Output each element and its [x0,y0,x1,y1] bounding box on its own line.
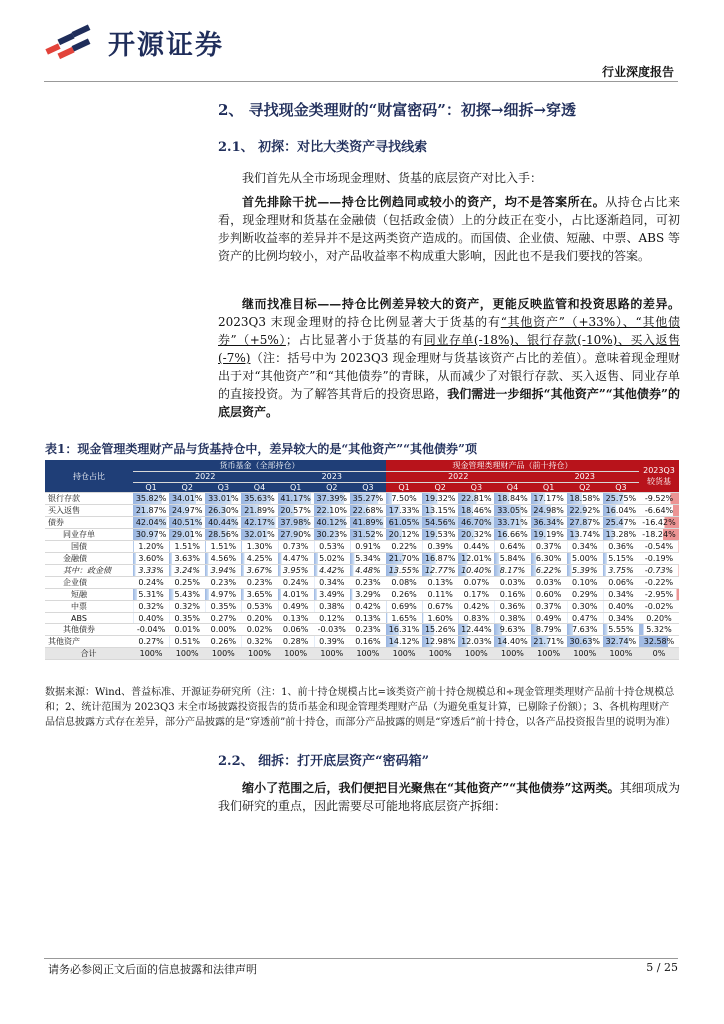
table-cell: 0.06% [278,624,314,636]
table-cell: 8.17% [494,565,530,577]
paragraph-target-text-2: ；占比显著小于货基的有 [285,333,424,347]
table-cell: 100% [422,648,458,660]
table-cell: 12.98% [422,636,458,648]
table-cell: 0.30% [567,601,603,613]
table-cell: 5.02% [314,553,350,565]
table-cell: 0.03% [494,577,530,589]
table-cell: 21.70% [386,553,422,565]
table-cell: 26.30% [205,505,241,517]
table-cell: 0.25% [169,577,205,589]
table-cell: 30.63% [567,636,603,648]
table-cell: 0.64% [494,541,530,553]
table-row [45,505,679,517]
table-cell: 18.46% [458,505,494,517]
table-cell: 16.31% [386,624,422,636]
brand-name: 开源证券 [108,29,224,61]
table-cell: -0.19% [639,553,679,565]
table-cell: 0% [639,648,679,660]
table-cell: 33.01% [205,493,241,505]
paragraph-intro: 我们首先从全市场现金理财、货基的底层资产对比入手： [242,171,543,185]
table-cell: -0.03% [314,624,350,636]
table-cell: 0.06% [603,577,639,589]
table-cell: -0.73% [639,565,679,577]
table-cell: 0.73% [278,541,314,553]
table-row [45,624,679,636]
table-cell: 35.27% [350,493,386,505]
table-cell: 25.75% [603,493,639,505]
table-cell: 5.00% [567,553,603,565]
table-cell: 0.23% [350,577,386,589]
table-cell: 41.89% [350,517,386,529]
paragraph-target-text-1: 2023Q3 末现金理财的持仓比例显著大于货基的有 [218,315,501,329]
table-cell: 0.27% [133,636,169,648]
quarter-header: Q2 [314,482,350,493]
quarter-header: Q4 [494,482,530,493]
table-cell: 61.05% [386,517,422,529]
table-cell: 4.01% [278,589,314,601]
table-cell: 34.01% [169,493,205,505]
table-header-row-quarters [45,482,679,493]
table-cell: 16.04% [603,505,639,517]
table-cell: 0.07% [458,577,494,589]
table-cell: 4.47% [278,553,314,565]
table-cell: 22.92% [567,505,603,517]
table-cell: 100% [133,648,169,660]
group-header-wm: 现金管理类理财产品（前十持仓） [386,460,639,472]
table-caption: 表1：现金管理类理财产品与货基持仓中，差异较大的是“其他资产”“其他债券”项 [45,442,477,456]
table-cell: 0.42% [458,601,494,613]
table-cell: -0.04% [133,624,169,636]
table-cell: 21.87% [133,505,169,517]
table-cell: 22.81% [458,493,494,505]
source-note: 数据来源：Wind、普益标准、开源证券研究所（注：1、前十持仓规模占比=该类资产前十持仓规模总和÷现金管理类理财产品前十持仓规模总和；2、统计范围为 2023Q3 末全市场披露投资报告的货币基金和现金管理类理财产品（为避免重复计算，已剔除子份额）；3、各机构理财产品信息披露方式存在差异，部分产品披露的是“穿透前”前十持仓，而部分产品披露的则是“穿透后”前十持仓，以各产品投资报告里的说明为准） [45,687,676,728]
table-cell: 4.48% [350,565,386,577]
table-cell: -0.54% [639,541,679,553]
table-cell: 0.44% [458,541,494,553]
table-cell: 24.98% [531,505,567,517]
table-cell: 54.56% [422,517,458,529]
footer-divider [44,958,678,959]
table-cell: 0.60% [531,589,567,601]
table-corner-header: 持仓占比 [45,460,133,493]
table-row [45,577,679,589]
table-cell: 0.38% [494,613,530,624]
table-cell: 0.13% [350,613,386,624]
row-label: 银行存款 [45,493,133,505]
paragraph-target-conclusion: 我们需进一步细拆“其他资产”“其他债券”的底层资产。 [218,387,680,419]
table-cell: 0.42% [350,601,386,613]
table-cell: 5.84% [494,553,530,565]
page-number: 5 / 25 [646,961,678,974]
paragraph-target [218,295,680,421]
table-cell: 4.56% [205,553,241,565]
table-cell: 4.42% [314,565,350,577]
table-cell: 31.52% [350,529,386,541]
table-cell: 20.57% [278,505,314,517]
table-cell: 6.22% [531,565,567,577]
table-cell: 3.95% [278,565,314,577]
row-label: 国债 [45,541,133,553]
table-cell: 0.34% [603,589,639,601]
quarter-header: Q3 [603,482,639,493]
table-cell: 19.19% [531,529,567,541]
table-cell: 21.89% [241,505,277,517]
diff-header: 2023Q3较货基 [639,460,679,493]
logo-icon [44,22,102,62]
table-cell: 0.53% [241,601,277,613]
quarter-header: Q2 [169,482,205,493]
subsection-title-2-2: 2.2、 细拆：打开底层资产“密码箱” [218,754,430,769]
table-cell: 5.43% [169,589,205,601]
table-cell: 7.50% [386,493,422,505]
table-cell: 0.39% [314,636,350,648]
table-cell: 3.49% [314,589,350,601]
table-cell: 33.71% [494,517,530,529]
table-cell: 0.13% [278,613,314,624]
table-cell: 4.25% [241,553,277,565]
table-cell: 0.49% [278,601,314,613]
table-cell: 18.84% [494,493,530,505]
table-cell: 14.12% [386,636,422,648]
table-cell: 8.79% [531,624,567,636]
paragraph-focus-lead: 缩小了范围之后，我们便把目光聚焦在“其他资产”“其他债券”这两类。 [242,781,620,795]
paragraph-target-underline-2: 同业存单(-18%)、银行存款(-10%)、买入返售(-7%) [218,333,680,365]
table-cell: 0.39% [422,541,458,553]
table-cell: -16.42% [639,517,679,529]
table-cell: 35.82% [133,493,169,505]
quarter-header: Q2 [422,482,458,493]
table-cell: 0.32% [133,601,169,613]
table-cell: 42.17% [241,517,277,529]
table-cell: 12.01% [458,553,494,565]
table-cell: 40.12% [314,517,350,529]
table-cell: 0.26% [205,636,241,648]
table-cell: 13.28% [603,529,639,541]
table-cell: 5.39% [567,565,603,577]
table-cell: 0.13% [422,577,458,589]
quarter-header: Q2 [567,482,603,493]
quarter-header: Q1 [386,482,422,493]
table-cell: 100% [169,648,205,660]
paragraph-target-underline-1: “其他资产”（+33%）、“其他债券”（+5%） [218,315,681,347]
table-cell: 36.34% [531,517,567,529]
table-cell: 100% [531,648,567,660]
row-label: 合计 [45,648,133,660]
table-cell: -2.95% [639,589,679,601]
table-cell: 12.77% [422,565,458,577]
table-cell: 0.32% [169,601,205,613]
table-cell: 32.01% [241,529,277,541]
table-header-row-years [45,472,679,483]
holdings-table [45,460,679,660]
table-row [45,517,679,529]
subsection-title-2-1: 2.1、 初探：对比大类资产寻找线索 [218,140,428,155]
table-body [45,493,679,660]
table-cell: 0.37% [531,601,567,613]
table-cell: 5.55% [603,624,639,636]
table-cell: 100% [314,648,350,660]
table-cell: 10.40% [458,565,494,577]
table-cell: 5.15% [603,553,639,565]
table-cell: 0.29% [567,589,603,601]
quarter-header: Q1 [133,482,169,493]
row-label: 企业债 [45,577,133,589]
table-cell: 29.01% [169,529,205,541]
table-cell: 0.08% [386,577,422,589]
table-cell: 0.40% [603,601,639,613]
table-cell: 0.26% [386,589,422,601]
table-cell: 0.23% [241,577,277,589]
paragraph-target-lead: 继而找准目标——持仓比例差异较大的资产，更能反映监管和投资思路的差异。 [242,297,680,311]
table-cell: 22.10% [314,505,350,517]
table-row [45,553,679,565]
table-cell: 32.58% [639,636,679,648]
table-cell: 3.24% [169,565,205,577]
table-cell: 100% [350,648,386,660]
table-cell: 12.44% [458,624,494,636]
table-cell: 0.32% [241,636,277,648]
table-cell: 0.23% [205,577,241,589]
table-cell: 0.20% [639,613,679,624]
table-cell: 7.63% [567,624,603,636]
table-cell: 40.44% [205,517,241,529]
table-cell: -18.24% [639,529,679,541]
quarter-header: Q1 [278,482,314,493]
row-label: 同业存单 [45,529,133,541]
year-header: 2023 [531,472,639,483]
table-cell: 16.87% [422,553,458,565]
paragraph-exclude [218,193,680,265]
year-header: 2023 [278,472,386,483]
table-cell: 0.47% [567,613,603,624]
table-cell: 30.97% [133,529,169,541]
table-cell: 13.74% [567,529,603,541]
table-cell: 0.24% [133,577,169,589]
table-row [45,541,679,553]
table-cell: 16.66% [494,529,530,541]
table-cell: 5.31% [133,589,169,601]
table-cell: 0.53% [314,541,350,553]
table-cell: 0.11% [422,589,458,601]
table-cell: 4.97% [205,589,241,601]
table-cell: 27.90% [278,529,314,541]
table-row [45,648,679,660]
table-cell: -9.52% [639,493,679,505]
quarter-header: Q3 [350,482,386,493]
table-cell: 15.26% [422,624,458,636]
table-cell: 12.03% [458,636,494,648]
header-divider [44,81,678,82]
row-label: 其中：政金债 [45,565,133,577]
table-cell: 0.16% [494,589,530,601]
report-type-tag: 行业深度报告 [601,65,674,79]
table-cell: 5.32% [639,624,679,636]
row-label: 买入返售 [45,505,133,517]
section-title: 2、 寻找现金类理财的“财富密码”：初探→细拆→穿透 [218,101,577,119]
table-row [45,565,679,577]
table-cell: -0.22% [639,577,679,589]
table-cell: 0.20% [241,613,277,624]
table-cell: 100% [458,648,494,660]
table-cell: 0.37% [531,541,567,553]
table-cell: 24.97% [169,505,205,517]
table-cell: 20.32% [458,529,494,541]
table-cell: 25.47% [603,517,639,529]
table-cell: 17.33% [386,505,422,517]
table-cell: 0.91% [350,541,386,553]
paragraph-focus-body: 其细项成为我们研究的重点，因此需要尽可能地将底层资产拆细： [218,781,680,813]
row-label: 其他资产 [45,636,133,648]
table-cell: 3.29% [350,589,386,601]
table-cell: 3.63% [169,553,205,565]
table-cell: 0.34% [567,541,603,553]
table-row [45,589,679,601]
table-cell: 5.34% [350,553,386,565]
table-cell: 35.63% [241,493,277,505]
row-label: 债券 [45,517,133,529]
quarter-header: Q3 [205,482,241,493]
table-cell: 0.10% [567,577,603,589]
table-cell: 1.30% [241,541,277,553]
table-cell: 3.67% [241,565,277,577]
table-cell: 6.30% [531,553,567,565]
table-cell: 0.01% [169,624,205,636]
table-cell: -6.64% [639,505,679,517]
quarter-header: Q1 [531,482,567,493]
table-cell: 0.12% [314,613,350,624]
table-cell: 3.65% [241,589,277,601]
table-cell: 1.20% [133,541,169,553]
table-cell: 0.34% [314,577,350,589]
table-cell: 46.70% [458,517,494,529]
table-cell: 3.33% [133,565,169,577]
table-cell: 0.22% [386,541,422,553]
table-cell: 32.74% [603,636,639,648]
table-cell: 41.17% [278,493,314,505]
table-cell: 0.38% [314,601,350,613]
table-cell: 22.68% [350,505,386,517]
table-cell: 0.36% [494,601,530,613]
table-cell: 14.40% [494,636,530,648]
table-row [45,493,679,505]
table-header-row-groups [45,460,679,472]
table-row [45,636,679,648]
table-cell: 37.98% [278,517,314,529]
table-cell: 13.55% [386,565,422,577]
table-cell: 0.69% [386,601,422,613]
group-header-mmf: 货币基金（全部持仓） [133,460,386,472]
paragraph-focus [218,779,680,815]
table-cell: 0.83% [458,613,494,624]
table-cell: 13.15% [422,505,458,517]
paragraph-exclude-lead: 首先排除干扰——持仓比例趋同或较小的资产，均不是答案所在。 [242,195,606,209]
table-cell: 33.05% [494,505,530,517]
table-row [45,529,679,541]
row-label: ABS [45,613,133,624]
table-cell: 100% [205,648,241,660]
table-cell: 100% [386,648,422,660]
row-label: 中票 [45,601,133,613]
table-cell: 0.40% [133,613,169,624]
table-cell: 100% [603,648,639,660]
table-cell: 100% [567,648,603,660]
table-cell: 30.23% [314,529,350,541]
table-cell: 37.39% [314,493,350,505]
table-cell: 0.27% [205,613,241,624]
table-cell: 0.28% [278,636,314,648]
table-cell: 0.02% [241,624,277,636]
table-cell: 100% [494,648,530,660]
table-cell: 3.94% [205,565,241,577]
table-cell: 0.00% [205,624,241,636]
table-cell: 42.04% [133,517,169,529]
row-label: 短融 [45,589,133,601]
table-cell: 100% [278,648,314,660]
table-cell: 9.63% [494,624,530,636]
table-row [45,601,679,613]
table-cell: 1.60% [422,613,458,624]
table-cell: 19.32% [422,493,458,505]
table-cell: 0.49% [531,613,567,624]
paragraph-target-text-3: （注：括号中为 2023Q3 现金理财与货基该资产占比的差值）。意味着现金理财出于对“其他资产”和“其他债券”的青睐，从而减少了对银行存款、买入返售、同业存单的直接投资。为了解答其背后的投资思路， [218,351,680,401]
paragraph-exclude-body: 从持仓占比来看，现金理财和货基在金融债（包括政金债）上的分歧正在变小，占比逐渐趋同，可初步判断收益率的差异并不是这两类资产造成的。而国债、企业债、短融、中票、ABS 等资产的比例均较小，对产品收益率不构成重大影响，因此也不是我们要找的答案。 [218,195,680,263]
table-cell: 1.51% [169,541,205,553]
table-cell: 27.87% [567,517,603,529]
table-cell: 3.60% [133,553,169,565]
table-cell: 1.51% [205,541,241,553]
year-header: 2022 [133,472,278,483]
table-cell: 0.03% [531,577,567,589]
quarter-header: Q4 [241,482,277,493]
table-cell: 0.24% [278,577,314,589]
quarter-header: Q3 [458,482,494,493]
table-cell: 0.51% [169,636,205,648]
table-cell: 0.23% [350,624,386,636]
row-label: 金融债 [45,553,133,565]
table-cell: 0.17% [458,589,494,601]
footer-disclaimer: 请务必参阅正文后面的信息披露和法律声明 [48,963,257,976]
row-label: 其他债券 [45,624,133,636]
table-cell: 28.56% [205,529,241,541]
table-cell: 0.67% [422,601,458,613]
table-cell: 17.17% [531,493,567,505]
table-cell: 19.53% [422,529,458,541]
table-cell: 0.34% [603,613,639,624]
table-cell: 0.36% [603,541,639,553]
table-cell: 21.71% [531,636,567,648]
table-cell: 1.65% [386,613,422,624]
table-cell: 0.16% [350,636,386,648]
table-cell: 3.75% [603,565,639,577]
table-row [45,613,679,624]
table-cell: 18.58% [567,493,603,505]
table-cell: 100% [241,648,277,660]
brand-logo [44,20,224,64]
year-header: 2022 [386,472,531,483]
table-cell: 0.35% [169,613,205,624]
table-cell: 0.35% [205,601,241,613]
table-cell: 20.12% [386,529,422,541]
table-cell: -0.02% [639,601,679,613]
table-cell: 40.51% [169,517,205,529]
